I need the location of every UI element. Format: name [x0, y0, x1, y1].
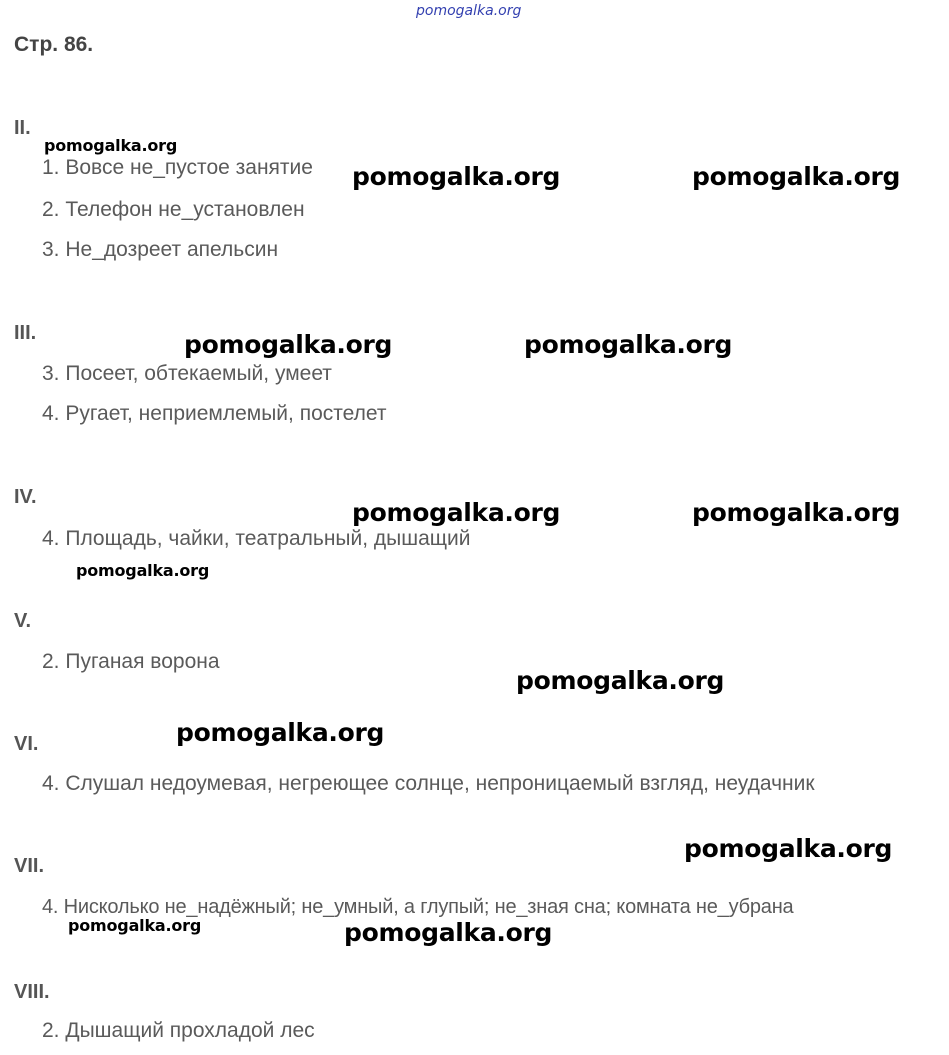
watermark: pomogalka.org — [68, 916, 202, 935]
watermark: pomogalka.org — [684, 834, 893, 863]
watermark: pomogalka.org — [184, 330, 393, 359]
watermark: pomogalka.org — [692, 162, 901, 191]
list-item: 2. Телефон не_установлен — [42, 198, 305, 221]
list-item: 4. Слушал недоумевая, негреющее солнце, непроницаемый взгляд, неудачник — [42, 772, 815, 795]
list-item: 4. Нисколько не_надёжный; не_умный, а глупый; не_зная сна; комната не_убрана — [42, 896, 794, 918]
section-heading-7: VII. — [14, 855, 45, 877]
watermark: pomogalka.org — [692, 498, 901, 527]
section-heading-5: V. — [14, 610, 32, 632]
watermark: pomogalka.org — [344, 918, 553, 947]
section-heading-4: IV. — [14, 486, 37, 508]
section-heading-8: VIII. — [14, 981, 50, 1003]
list-item: 1. Вовсе не_пустое занятие — [42, 156, 313, 179]
list-item: 4. Площадь, чайки, театральный, дышащий — [42, 527, 471, 550]
list-item: 3. Посеет, обтекаемый, умеет — [42, 362, 332, 385]
watermark: pomogalka.org — [352, 162, 561, 191]
section-heading-6: VI. — [14, 733, 39, 755]
watermark: pomogalka.org — [176, 718, 385, 747]
section-heading-2: II. — [14, 117, 31, 139]
site-link[interactable]: pomogalka.org — [416, 3, 522, 19]
watermark: pomogalka.org — [352, 498, 561, 527]
watermark: pomogalka.org — [524, 330, 733, 359]
watermark: pomogalka.org — [516, 666, 725, 695]
section-heading-3: III. — [14, 322, 37, 344]
watermark: pomogalka.org — [44, 136, 178, 155]
page-title: Стр. 86. — [14, 33, 94, 56]
list-item: 2. Дышащий прохладой лес — [42, 1019, 315, 1042]
list-item: 2. Пуганая ворона — [42, 650, 220, 673]
watermark: pomogalka.org — [76, 561, 210, 580]
list-item: 3. Не_дозреет апельсин — [42, 238, 279, 261]
list-item: 4. Ругает, неприемлемый, постелет — [42, 402, 387, 425]
